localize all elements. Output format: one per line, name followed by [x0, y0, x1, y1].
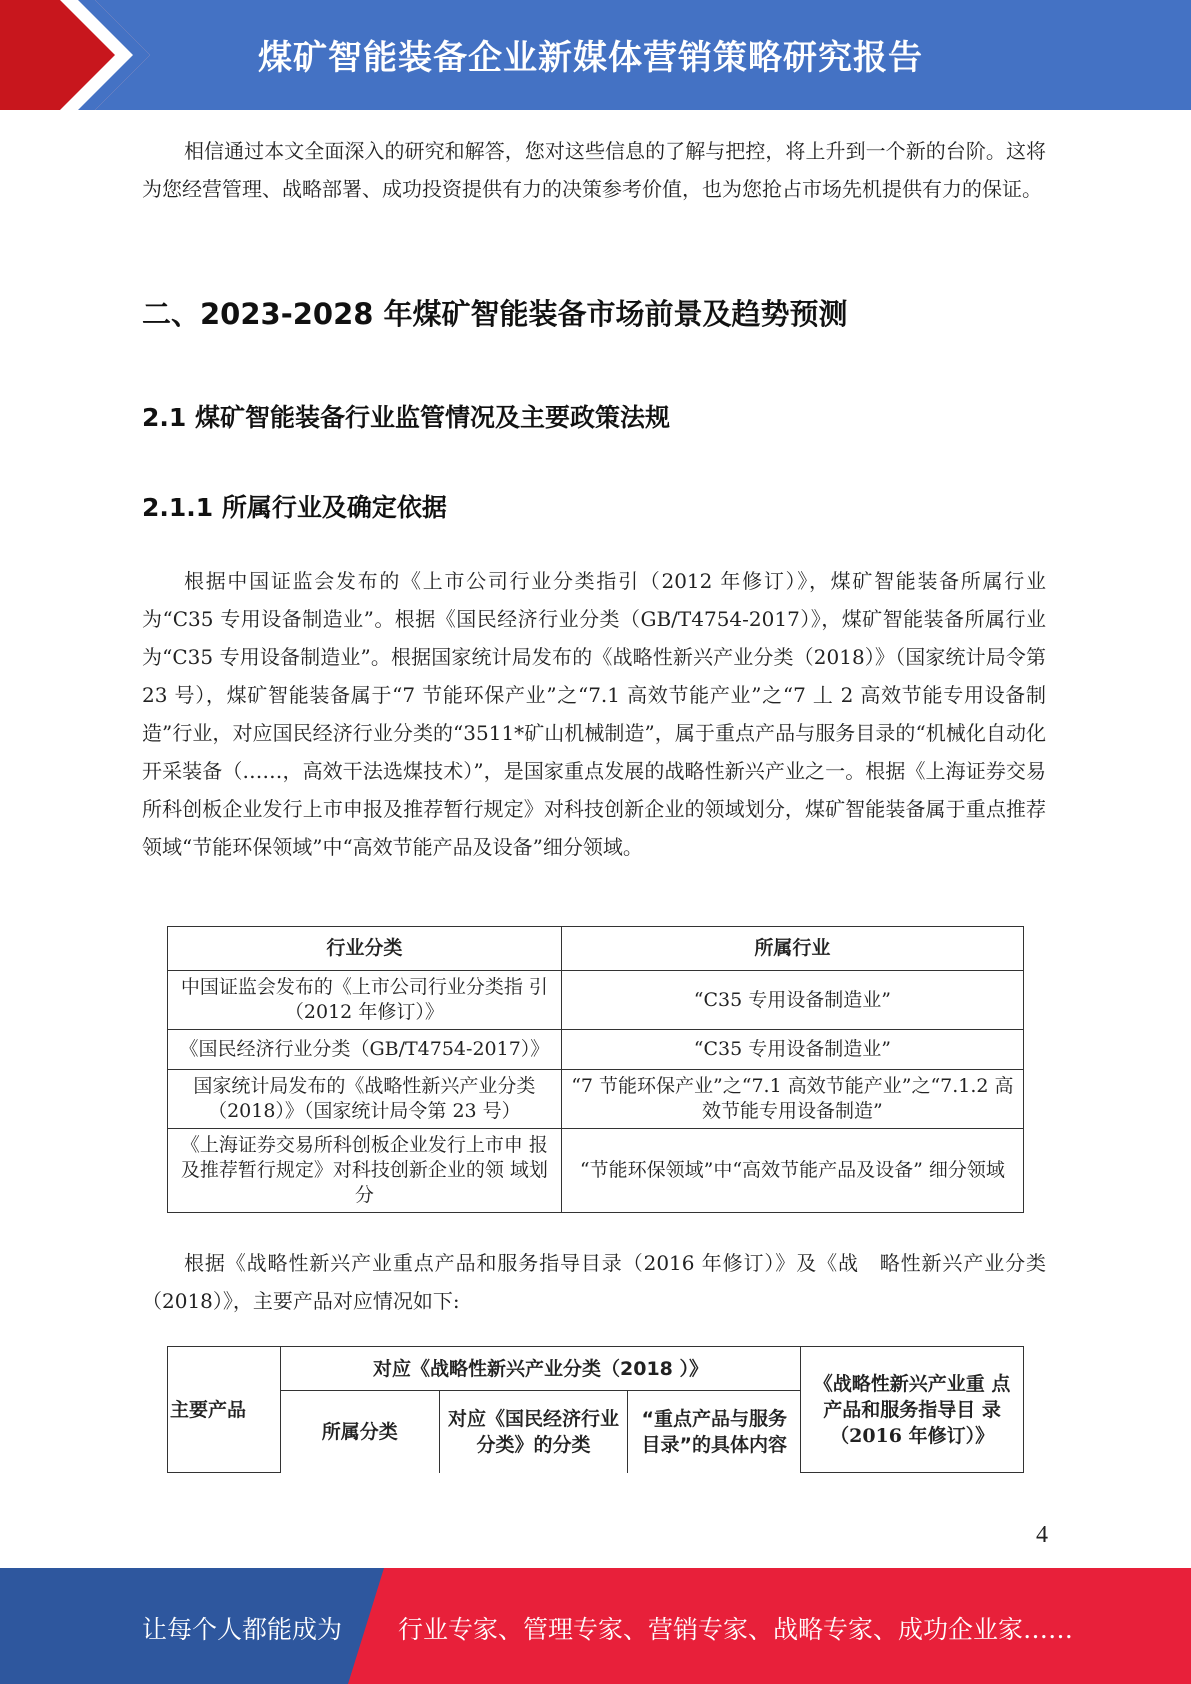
- footer-left-text: 让每个人都能成为: [142, 1615, 343, 1644]
- after-table-paragraph: 根据《战略性新兴产业重点产品和服务指导目录（2016 年修订）》及《战 略性新兴产业分类（2018）》，主要产品对应情况如下:: [142, 1251, 1046, 1313]
- industry-classification-table: [167, 926, 1024, 1213]
- table-cell: “7 节能环保产业”之“7.1 高效节能产业”之“7.1.2 高效节能专用设备制造”: [561, 1070, 1023, 1129]
- table-header-cell: 对应《战略性新兴产业分类（2018 ）》: [280, 1347, 800, 1391]
- table-header-cell: 《战略性新兴产业重 点产品和服务指导目 录（2016 年修订）》: [801, 1347, 1024, 1473]
- section-2-1-1-body: [142, 562, 1046, 866]
- page-footer: [0, 1568, 1191, 1684]
- table-row: [168, 1070, 1024, 1129]
- table-header-row: [168, 927, 1024, 971]
- table-cell: “C35 专用设备制造业”: [561, 1030, 1023, 1070]
- page-header: [0, 0, 1191, 110]
- table-header-cell: 主要产品: [168, 1347, 281, 1473]
- table-cell: 《上海证券交易所科创板企业发行上市申 报及推荐暂行规定》对科技创新企业的领 域划分: [168, 1129, 562, 1213]
- section-2-1-1-heading: 2.1.1 所属行业及确定依据: [142, 493, 447, 522]
- table-header-row: [168, 1347, 1024, 1391]
- footer-right-text: 行业专家、管理专家、营销专家、战略专家、成功企业家……: [398, 1615, 1074, 1644]
- section-2-1-heading: 2.1 煤矿智能装备行业监管情况及主要政策法规: [142, 403, 670, 432]
- table-cell: 《国民经济行业分类（GB/T4754-2017）》: [168, 1030, 562, 1070]
- table-cell: “C35 专用设备制造业”: [561, 971, 1023, 1030]
- table-cell: 国家统计局发布的《战略性新兴产业分类（2018）》（国家统计局令第 23 号）: [168, 1070, 562, 1129]
- page-number: 4: [1036, 1522, 1048, 1548]
- header-title: 煤矿智能装备企业新媒体营销策略研究报告: [258, 38, 923, 78]
- table-header-cell: 所属分类: [280, 1391, 439, 1473]
- after-table-section: [142, 1244, 1046, 1320]
- table-row: [168, 1030, 1024, 1070]
- product-mapping-table: [167, 1346, 1024, 1473]
- table-cell: 中国证监会发布的《上市公司行业分类指 引（2012 年修订）》: [168, 971, 562, 1030]
- table-header-cell: “重点产品与服务目录”的具体内容: [628, 1391, 801, 1473]
- intro-section: [142, 132, 1046, 208]
- table-row: [168, 971, 1024, 1030]
- intro-paragraph: 相信通过本文全面深入的研究和解答，您对这些信息的了解与把控，将上升到一个新的台阶。这将为您经营管理、战略部署、成功投资提供有力的决策参考价值，也为您抢占市场先机提供有力的保证。: [142, 139, 1046, 201]
- table-header-cell: 所属行业: [561, 927, 1023, 971]
- section-2-heading: 二、2023-2028 年煤矿智能装备市场前景及趋势预测: [142, 297, 848, 331]
- section-2: [142, 292, 1046, 333]
- table-cell: “节能环保领域”中“高效节能产品及设备” 细分领域: [561, 1129, 1023, 1213]
- section-2-1: [142, 398, 1046, 434]
- industry-paragraph: 根据中国证监会发布的《上市公司行业分类指引（2012 年修订）》，煤矿智能装备所属行业为“C35 专用设备制造业”。根据《国民经济行业分类（GB/T4754-2017）》，煤矿智能装备所属行业为“C35 专用设备制造业”。根据国家统计局发布的《战略性新兴产业分类（2018）》（国家统计局令第 23 号），煤矿智能装备属于“7 节能环保产业”之“7.1 高效节能产业”之“7 丄 2 高效节能专用设备制造”行业，对应国民经济行业分类的“3511*矿山机械制造”，属于重点产品与服务目录的“机械化自动化开采装备（……，高效干法选煤技术）”，是国家重点发展的战略性新兴产业之一。根据《上海证券交易所科创板企业发行上市申报及推荐暂行规定》对科技创新企业的领域划分，煤矿智能装备属于重点推荐领域“节能环保领域”中“高效节能产品及设备”细分领域。: [142, 569, 1046, 859]
- table-header-cell: 对应《国民经济行业分类》的分类: [439, 1391, 628, 1473]
- table-header-cell: 行业分类: [168, 927, 562, 971]
- section-2-1-1: [142, 488, 1046, 524]
- table-row: [168, 1129, 1024, 1213]
